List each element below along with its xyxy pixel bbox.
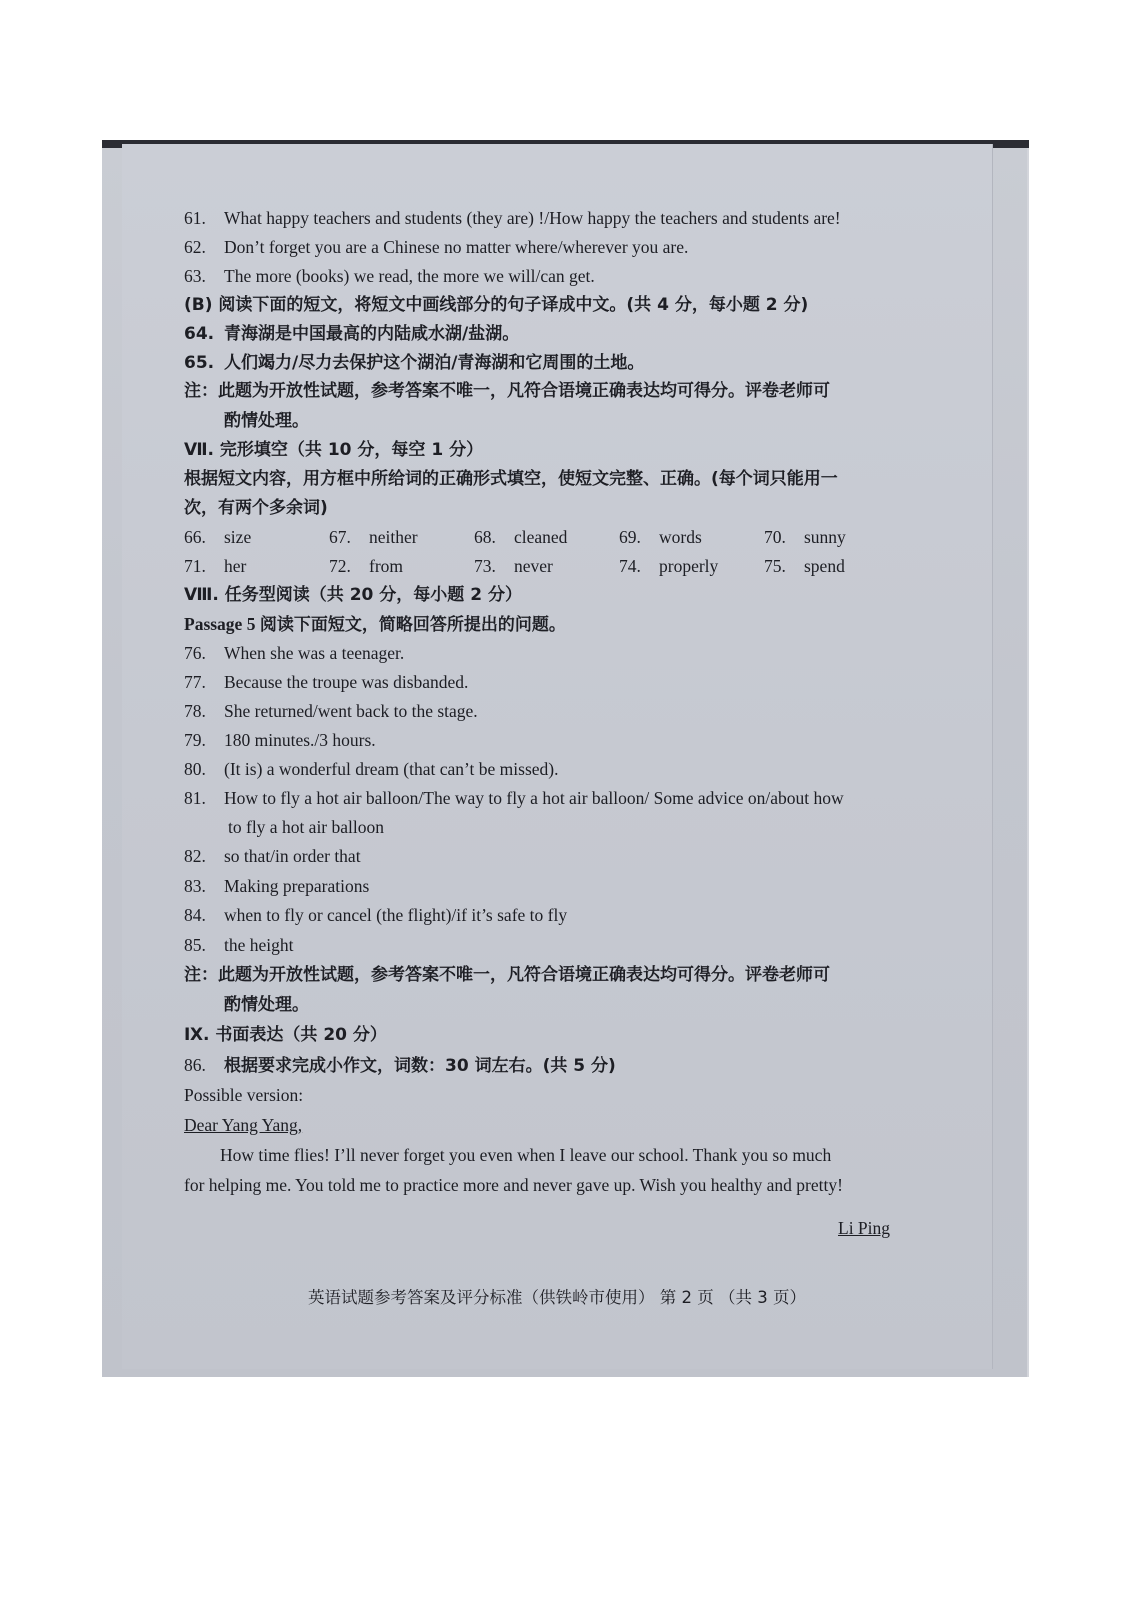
section-viii-heading: Ⅷ. 任务型阅读（共 20 分，每小题 2 分） <box>184 585 522 605</box>
answer-63: 63. The more (books) we read, the more we will/can get. <box>184 266 595 286</box>
answer-78: 78. She returned/went back to the stage. <box>184 701 478 721</box>
answer-71: 71. her <box>184 556 247 576</box>
answer-79: 79. 180 minutes./3 hours. <box>184 730 376 750</box>
answer-66: 66. size <box>184 527 252 547</box>
answer-64: 64. 青海湖是中国最高的内陆咸水湖/盐湖。 <box>184 324 520 344</box>
note-2-line-1: 注：此题为开放性试题，参考答案不唯一，凡符合语境正确表达均可得分。评卷老师可 <box>184 965 830 985</box>
document-photo <box>102 140 1029 1377</box>
section-vii-instruction-2: 次，有两个多余词) <box>184 498 328 518</box>
note-2-line-2: 酌情处理。 <box>224 995 309 1015</box>
possible-version-label: Possible version: <box>184 1085 304 1105</box>
answer-85: 85. the height <box>184 935 294 955</box>
answer-sheet-page <box>122 144 993 1369</box>
answer-75: 75. spend <box>764 556 845 576</box>
answer-72: 72. from <box>329 556 404 576</box>
passage-5-instruction: Passage 5 阅读下面短文，简略回答所提出的问题。 <box>184 614 566 635</box>
letter-body-line-1: How time flies! I’ll never forget you even when I leave our school. Thank you so much <box>220 1145 832 1165</box>
answer-74: 74. properly <box>619 556 719 576</box>
question-86: 86. 根据要求完成小作文，词数：30 词左右。(共 5 分) <box>184 1055 616 1076</box>
answer-73: 73. never <box>474 556 553 576</box>
letter-greeting: Dear Yang Yang, <box>184 1115 303 1135</box>
section-vii-instruction-1: 根据短文内容，用方框中所给词的正确形式填空，使短文完整、正确。(每个词只能用一 <box>184 469 838 489</box>
answer-65: 65. 人们竭力/尽力去保护这个湖泊/青海湖和它周围的土地。 <box>184 353 645 373</box>
answer-67: 67. neither <box>329 527 418 547</box>
section-ix-heading: Ⅸ. 书面表达（共 20 分） <box>184 1025 387 1045</box>
answer-76: 76. When she was a teenager. <box>184 643 405 663</box>
cloze-answers-row-2 <box>184 555 909 577</box>
answer-70: 70. sunny <box>764 527 846 547</box>
answer-81: 81. How to fly a hot air balloon/The way to fly a hot air balloon/ Some advice on/about how <box>184 788 844 808</box>
cloze-answers-row-1 <box>184 526 909 548</box>
letter-signature: Li Ping <box>838 1218 891 1238</box>
section-b-heading: (B) 阅读下面的短文，将短文中画线部分的句子译成中文。(共 4 分，每小题 2 分) <box>184 295 809 315</box>
page-footer: 英语试题参考答案及评分标准（供铁岭市使用） 第 2 页 （共 3 页） <box>308 1288 806 1307</box>
answer-82: 82. so that/in order that <box>184 846 361 866</box>
answer-61: 61. What happy teachers and students (they are) !/How happy the teachers and students are! <box>184 208 841 228</box>
answer-77: 77. Because the troupe was disbanded. <box>184 672 469 692</box>
answer-84: 84. when to fly or cancel (the flight)/if it’s safe to fly <box>184 905 568 925</box>
answer-83: 83. Making preparations <box>184 876 370 896</box>
answer-62: 62. Don’t forget you are a Chinese no matter where/wherever you are. <box>184 237 689 257</box>
answer-68: 68. cleaned <box>474 527 568 547</box>
answer-80: 80. (It is) a wonderful dream (that can’t be missed). <box>184 759 559 779</box>
note-1-line-1: 注：此题为开放性试题，参考答案不唯一，凡符合语境正确表达均可得分。评卷老师可 <box>184 381 830 401</box>
answer-81-continued: to fly a hot air balloon <box>228 817 385 837</box>
letter-body-line-2: for helping me. You told me to practice more and never gave up. Wish you healthy and pretty! <box>184 1175 843 1195</box>
section-vii-heading: Ⅶ. 完形填空（共 10 分，每空 1 分） <box>184 440 484 460</box>
note-1-line-2: 酌情处理。 <box>224 411 309 431</box>
answer-69: 69. words <box>619 527 702 547</box>
